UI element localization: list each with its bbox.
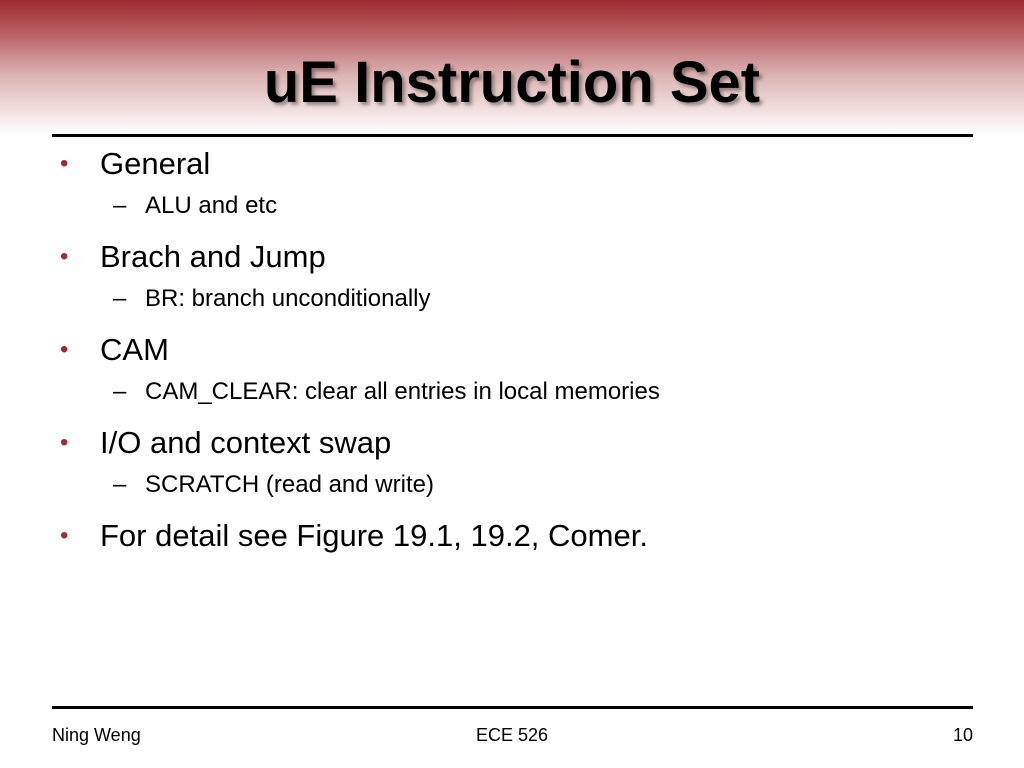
slide-title: uE Instruction Set: [263, 50, 761, 115]
bullet-item: [58, 146, 958, 182]
sub-bullet-text: SCRATCH (read and write): [145, 471, 434, 498]
footer-divider: [52, 706, 973, 709]
bullet-dot-icon: •: [60, 243, 69, 270]
sub-bullet-item: [58, 470, 958, 500]
bullet-item: [58, 518, 958, 554]
bullet-text: I/O and context swap: [100, 425, 392, 460]
bullet-text: For detail see Figure 19.1, 19.2, Comer.: [100, 518, 648, 553]
sub-bullet-text: ALU and etc: [145, 192, 278, 219]
sub-bullet-item: [58, 191, 958, 221]
dash-icon: –: [113, 192, 127, 219]
bullet-text: Brach and Jump: [100, 239, 326, 274]
bullet-item: [58, 239, 958, 275]
bullet-text: CAM: [100, 332, 169, 367]
dash-icon: –: [113, 285, 127, 312]
sub-bullet-text: CAM_CLEAR: clear all entries in local memories: [145, 378, 660, 405]
bullet-dot-icon: •: [60, 522, 69, 549]
bullet-text: General: [100, 146, 211, 181]
bullet-item: [58, 425, 958, 461]
dash-icon: –: [113, 378, 127, 405]
bullet-list: [58, 146, 958, 554]
bullet-item: [58, 332, 958, 368]
footer-author: Ning Weng: [52, 725, 141, 745]
footer-course: ECE 526: [475, 725, 549, 745]
bullet-dot-icon: •: [60, 150, 69, 177]
sub-bullet-item: [58, 284, 958, 314]
title-divider: [52, 134, 973, 137]
dash-icon: –: [113, 471, 127, 498]
bullet-dot-icon: •: [60, 429, 69, 456]
sub-bullet-item: [58, 377, 958, 407]
sub-bullet-text: BR: branch unconditionally: [145, 285, 431, 312]
footer-page-number: 10: [952, 725, 973, 745]
bullet-dot-icon: •: [60, 336, 69, 363]
